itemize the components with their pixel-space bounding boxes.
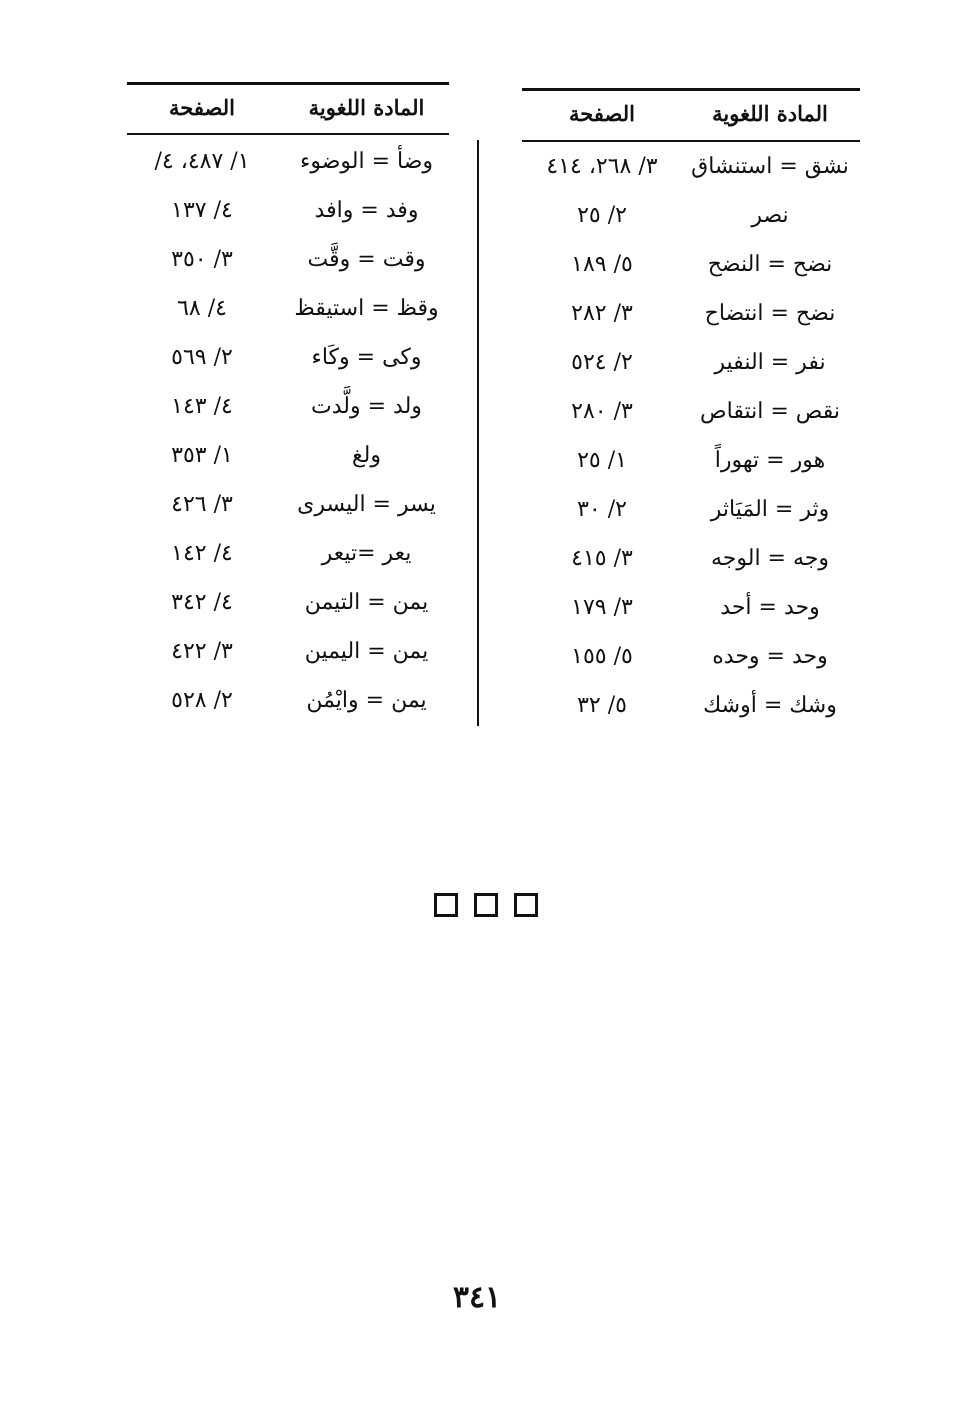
entry-word: وكى = وكَاء [311, 345, 422, 370]
entry-word: وثر = المَيَاثر [710, 497, 830, 522]
entry-word: يمن = اليمين [304, 639, 429, 664]
index-row [127, 333, 449, 382]
entry-word: يسر = اليسرى [297, 492, 436, 517]
index-row [522, 387, 860, 436]
section-end-marks [0, 893, 955, 923]
index-row [127, 431, 449, 480]
entry-page: ١/ ٢٥ [577, 448, 627, 473]
index-row [127, 627, 449, 676]
entry-page: ٢/ ٣٠ [577, 497, 627, 522]
index-row [522, 632, 860, 681]
header-top-rule [127, 82, 449, 85]
column-divider [477, 140, 479, 726]
entry-word: نصر [751, 203, 789, 228]
entry-word: ولد = ولَّدت [311, 394, 422, 419]
index-row [127, 382, 449, 431]
entry-page: ٥/ ١٨٩ [571, 252, 633, 277]
entry-page: ٣/ ٢٨٠ [571, 399, 633, 424]
index-row [522, 338, 860, 387]
entry-word: ولغ [351, 443, 382, 468]
entry-page: ٣/ ٢٨٢ [571, 301, 633, 326]
entry-page: ٣/ ١٧٩ [571, 595, 633, 620]
entry-word: وقت = وقَّت [307, 247, 426, 272]
column-header [522, 94, 860, 134]
index-row [127, 578, 449, 627]
header-word-label: المادة اللغوية [308, 95, 425, 120]
square-mark-icon [474, 893, 498, 917]
index-row [127, 529, 449, 578]
entry-page: ١/ ٤٨٧، ٤/ [154, 149, 250, 174]
entry-page: ١/ ٣٥٣ [171, 443, 233, 468]
page-number: ٣٤١ [452, 1280, 502, 1315]
entry-word: يمن = التيمن [304, 590, 429, 615]
entry-word: نضح = انتضاح [704, 301, 836, 326]
entry-page: ٢/ ٥٢٤ [571, 350, 633, 375]
entry-page: ٤/ ١٣٧ [171, 198, 233, 223]
entry-page: ٢/ ٥٢٨ [171, 688, 233, 713]
entry-word: وجه = الوجه [710, 546, 829, 571]
header-page-label: الصفحة [569, 101, 635, 126]
entry-word: وحد = وحده [712, 644, 828, 669]
index-row [127, 480, 449, 529]
entry-word: وشك = أوشك [703, 693, 837, 718]
index-row [522, 289, 860, 338]
entry-page: ٤/ ٣٤٢ [171, 590, 233, 615]
column-header [127, 88, 449, 128]
entry-word: نقص = انتقاص [700, 399, 840, 424]
index-row [127, 676, 449, 725]
entry-word: وقظ = استيقظ [294, 296, 439, 321]
index-row [127, 137, 449, 186]
index-row [522, 534, 860, 583]
index-row [522, 485, 860, 534]
entry-page: ٤/ ١٤٣ [171, 394, 233, 419]
index-row [522, 191, 860, 240]
entry-page: ٢/ ٢٥ [577, 203, 627, 228]
entry-page: ٢/ ٥٦٩ [171, 345, 233, 370]
entry-page: ٣/ ٤٢٢ [171, 639, 233, 664]
index-row [127, 186, 449, 235]
entry-page: ٥/ ١٥٥ [571, 644, 633, 669]
entry-page: ٣/ ٢٦٨، ٤١٤ [546, 154, 658, 179]
entry-word: وحد = أحد [720, 595, 820, 620]
entry-word: يمن = وايْمُن [306, 688, 427, 713]
entry-word: نشق = استنشاق [691, 154, 849, 179]
index-row [522, 436, 860, 485]
index-row [522, 583, 860, 632]
index-row [127, 235, 449, 284]
index-row [522, 142, 860, 191]
entry-page: ٤/ ١٤٢ [171, 541, 233, 566]
entry-word: وفد = وافد [314, 198, 419, 223]
header-top-rule [522, 88, 860, 91]
header-bottom-rule [127, 133, 449, 135]
entry-page: ٣/ ٣٥٠ [171, 247, 233, 272]
square-mark-icon [514, 893, 538, 917]
entry-word: وضأ = الوضوء [300, 149, 433, 174]
entry-word: هور = تهوراً [714, 448, 826, 473]
index-row [522, 681, 860, 730]
entry-page: ٤/ ٦٨ [177, 296, 227, 321]
square-mark-icon [434, 893, 458, 917]
header-word-label: المادة اللغوية [712, 101, 828, 126]
entry-page: ٣/ ٤٢٦ [171, 492, 233, 517]
entry-word: يعر =تيعر [321, 541, 412, 566]
entry-page: ٣/ ٤١٥ [571, 546, 633, 571]
entry-word: نضح = النضح [707, 252, 833, 277]
entry-word: نفر = النفير [714, 350, 826, 375]
index-row [522, 240, 860, 289]
index-row [127, 284, 449, 333]
entry-page: ٥/ ٣٢ [577, 693, 627, 718]
header-page-label: الصفحة [169, 95, 235, 120]
